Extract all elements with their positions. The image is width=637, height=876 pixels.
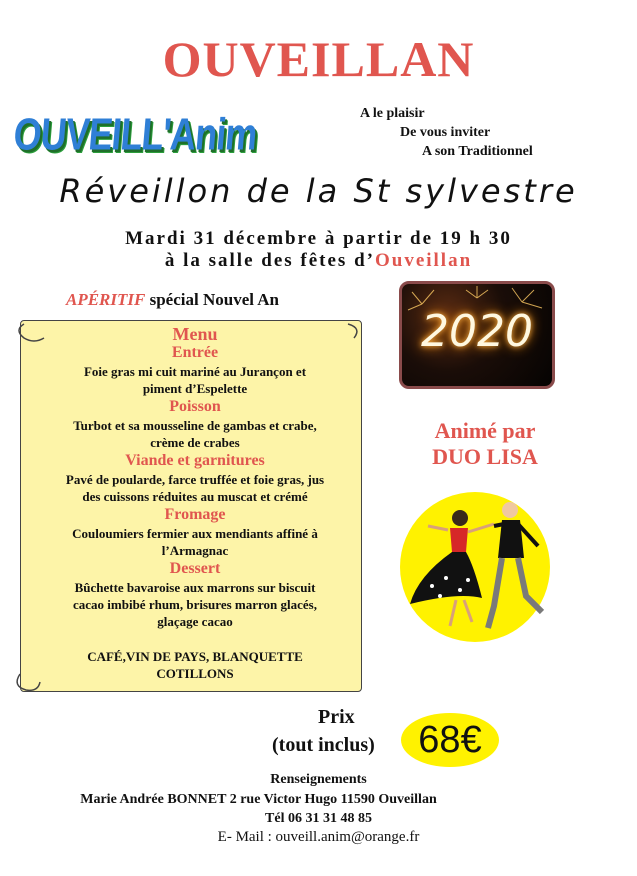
menu-line: piment d’Espelette xyxy=(142,381,248,396)
animation-band: DUO LISA xyxy=(432,444,538,469)
aperitif-label: APÉRITIF xyxy=(66,290,146,309)
price-included-label: (tout inclus) xyxy=(272,734,375,756)
invitation-line-3: A son Traditionnel xyxy=(422,144,533,159)
menu-section-poisson: Poisson xyxy=(169,398,221,415)
page-title: OUVEILLAN xyxy=(162,31,475,87)
menu-line: Turbot et sa mousseline de gambas et crabe, xyxy=(73,418,317,433)
event-place xyxy=(0,250,637,272)
menu-section-entree: Entrée xyxy=(171,344,219,361)
contact-phone: Tél 06 31 31 48 85 xyxy=(265,811,372,826)
menu-section-viande: Viande et garnitures xyxy=(125,452,265,469)
dancing-couple-icon xyxy=(398,496,558,646)
menu-line: Foie gras mi cuit mariné au Jurançon et xyxy=(83,364,307,379)
contact-address: Marie Andrée BONNET 2 rue Victor Hugo 11590 Ouveillan xyxy=(80,792,437,807)
price-label: Prix xyxy=(318,706,355,728)
year-2020-text: 2020 xyxy=(421,306,533,357)
menu-line: l’Armagnac xyxy=(161,543,229,558)
association-logo-text: OUVEILL'Anim xyxy=(11,108,259,160)
event-date: Mardi 31 décembre à partir de 19 h 30 xyxy=(125,228,512,249)
contact-email: E- Mail : ouveill.anim@orange.fr xyxy=(217,829,420,845)
menu-line: crème de crabes xyxy=(150,435,240,450)
menu-line: glaçage cacao xyxy=(157,614,233,629)
menu-line: des cuissons réduites au muscat et crémé xyxy=(82,489,308,504)
event-title: Réveillon de la St sylvestre xyxy=(59,172,578,210)
aperitif-rest: spécial Nouvel An xyxy=(149,290,280,309)
event-place-town: Ouveillan xyxy=(374,250,473,271)
contact-heading: Renseignements xyxy=(270,772,367,787)
menu-section-fromage: Fromage xyxy=(164,506,226,523)
menu-line: Couloumiers fermier aux mendiants affiné à xyxy=(72,526,318,541)
fireworks-photo xyxy=(399,281,555,389)
price-amount: 68€ xyxy=(401,713,499,767)
menu-line: Pavé de poularde, farce truffée et foie gras, jus xyxy=(65,472,325,487)
menu-line: cacao imbibé rhum, brisures marron glacés, xyxy=(73,597,317,612)
menu-section-dessert: Dessert xyxy=(169,560,221,577)
animation-label: Animé par xyxy=(434,418,536,443)
event-place-prefix: à la salle des fêtes d’ xyxy=(164,250,375,271)
aperitif-line xyxy=(66,290,279,310)
menu-title: Menu xyxy=(172,324,218,344)
menu-footer-line: COTILLONS xyxy=(156,666,234,681)
menu-block xyxy=(45,326,345,682)
menu-line: Bûchette bavaroise aux marrons sur biscuit xyxy=(74,580,316,595)
invitation-line-2: De vous inviter xyxy=(400,125,491,140)
menu-footer-line: CAFÉ,VIN DE PAYS, BLANQUETTE xyxy=(87,649,303,664)
invitation-line-1: A le plaisir xyxy=(360,106,425,121)
